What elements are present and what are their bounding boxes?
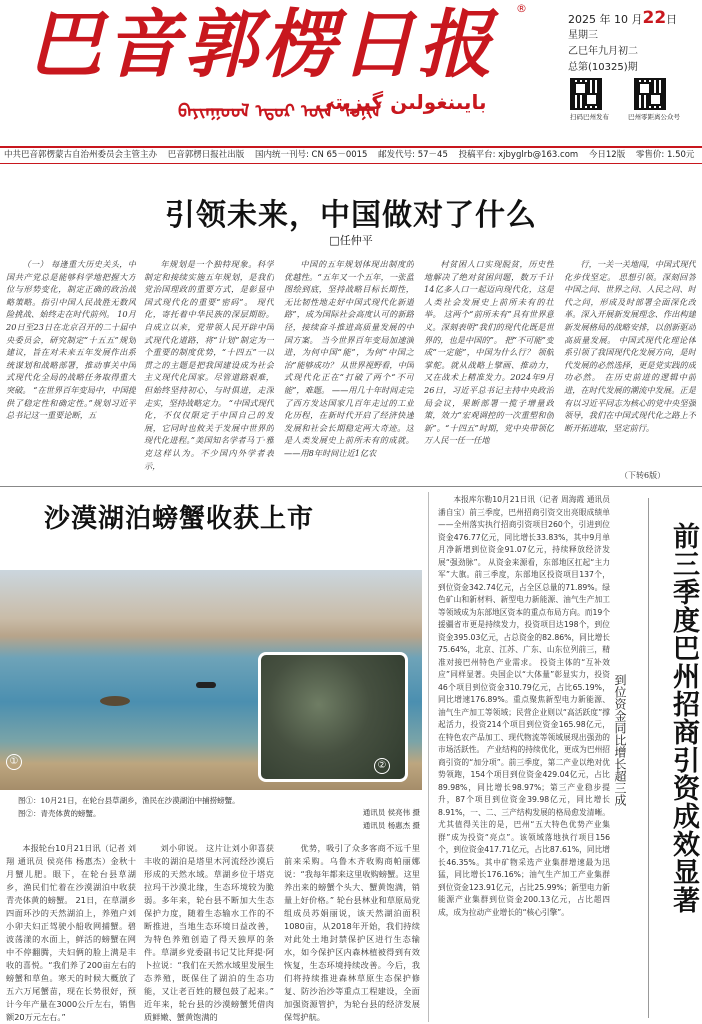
side-headline[interactable]: 前三季度巴州招商引资成效显著 (668, 522, 699, 914)
feature-paragraph: 本报轮台10月21日讯（记者 刘翔 通讯员 侯亮伟 杨惠杰）金秋十月蟹儿肥。眼下，在轮台县草湖乡，渔民们忙着在沙漠湖泊中收获青壳体黄的螃蟹。 21日，在草湖乡四面环沙的天然湖泊上，养殖户刘小卯夫妇正驾驶小船收网捕蟹。碧波荡漾的水面上，鲜活的螃蟹在网中不停翻腾，夫妇俩的脸上满是丰收的喜悦。“我们养了200亩左右的螃蟹和草鱼。寒天的时候大概放了五六万尾蟹苗，现在长势很好，预计今年产量在3000公斤左右，销售额20万元左右。” (6, 843, 136, 1022)
lead-paragraph: 年规划是一个独特现象。科学制定和接续实施五年规划，是我们党治国理政的重要方式，是彰显中国式现代化的重要“密码”。 现代化，寄托着中华民族的深层期盼。自成立以来，党带领人民开辟中国式现代化道路，将“计划”制定为一个重要的制度优势，“十四五”一以贯之的主题是把我国建设成为社会主义现代化国家。尽管道路艰难，但始终坚持初心，与时俱进，走深走实，坚持战略定力。 “中国式现代化，不仅仅限定于中国自己的发展，它同时也攸关于发展中世界的现代化进程。”美国知名学者马丁·雅克这样认为。不少国内外学者表示， (144, 259, 274, 471)
side-subheadline: 到位资金同比增长超三成 (613, 674, 627, 806)
qr-caption: 巴州零距离公众号 (628, 113, 680, 121)
feature-headline[interactable]: 沙漠湖泊螃蟹收获上市 (44, 504, 315, 534)
lead-column-3 (284, 258, 414, 480)
registered-mark: ® (516, 2, 527, 15)
lead-byline: □任仲平 (329, 234, 373, 247)
column-divider (428, 492, 429, 1022)
photo-number-2: ② (374, 758, 390, 774)
caption-1: 图①：10月21日，在轮台县草湖乡，渔民在沙漠湖泊中捕捞螃蟹。 (18, 796, 240, 805)
lunar-date: 乙巳年九月初二 (568, 46, 638, 57)
lead-paragraph: 中国的五年规划体现出制度的优越性。“五年又一个五年，一张蓝图绘到底，坚持战略目标长期性，无比韧性地走好中国式现代化新道路”，成为国际社会高度认可的新路径，接续奋斗推进高质量发展的中国方案。 当今世界百年变局加速演进，为何中国“能”，为何“中国之治”能够成功？ 从世界视野看，中国式现代化正在“打破了两个“不可能”，难题。 ——用几十年时间走完了西方发达国家几百年走过的工业化历程，在新时代开启了经济快速发展和社会长期稳定两大奇迹。这是人类发展史上前所未有的成就。 ——用8年时间让近1亿农 (284, 259, 414, 458)
price: 零售价: 1.50元 (635, 150, 695, 160)
cn-number: 国内统一刊号: CN 65－0015 (254, 150, 368, 160)
postal-code: 邮发代号: 57－45 (378, 150, 448, 160)
date-line (568, 10, 698, 28)
masthead-title: 巴音郭楞日报 (28, 2, 496, 88)
lead-column-5 (564, 258, 696, 470)
qr-code-icon[interactable] (570, 78, 602, 110)
masthead-uyghur: بايىنغولىن گېزىتى (315, 90, 487, 114)
feature-column-3 (284, 842, 420, 1022)
lead-column-1 (6, 258, 136, 480)
year-month: 2025 年 10 月 (568, 13, 643, 26)
feature-column-1 (6, 842, 136, 1022)
feature-paragraph: 刘小卯说。 这片让刘小卯喜获丰收的湖泊是塔里木河流经沙漠后形成的天然水域。草湖乡位于塔克拉玛干沙漠北缘，生态环境较为脆弱。多年来，轮台县不断加大生态保护力度，随着生态输水工作的不断推进，当地生态环境日益改善，为特色养殖创造了得天独厚的条件。草湖乡党委副书记艾比拜提·阿卜拉说：“我们在天然水域里发展生态养殖，既保住了湖泊的生态功能，又让老百姓的腰包鼓了起来。” 近年来，轮台县的沙漠螃蟹凭借肉质鲜嫩、蟹黄饱满的 (144, 843, 274, 1022)
email[interactable]: 投稿平台: xjbyglrb@163.com (458, 150, 579, 160)
date-day: 22 (642, 8, 667, 28)
info-bar (0, 146, 702, 164)
masthead-mongolian: ᠪᠠᠶᠢᠨᠭᠣᠤᠯ ᠡᠳᠦᠷ ᠦᠨ ᠰᠣᠨᠢᠨ (178, 101, 382, 122)
feature-paragraph: 优势，吸引了众多客商不远千里前来采购。乌鲁木齐收购商帕丽娜说：“我每年都来这里收购螃蟹。这里养出来的螃蟹个头大、蟹黄饱满，销量上好价格。” 轮台县林业和草原局党组成员苏娟丽说，该天然湖泊面积1080亩，从2018年开始，我们持续对此处土地封禁保护区进行生态输水，如今保护区内森林植被得到有效恢复，生态环境持续改善。今后，我们将持续推进森林草原生态保护修复、防沙治沙等重点工程建设，全面加强资源管护，为轮台县的经济发展保驾护航。 (284, 843, 420, 1022)
side-paragraph: 本报库尔勒10月21日讯（记者 周海霞 通讯员 潘自宝）前三季度，巴州招商引资交出亮眼成绩单——全州落实执行招商引资项目260个，引进到位资金476.77亿元，同比增长33.83%，其中9月单月净新增到位资金91.07亿元，持续释放经济发展“强劲脉”。 从资金来源看，东部地区扛起“主力军”大旗。前三季度，东部地区投资项目137个，到位资金342.74亿元，占全区总量的71.89%。绿色矿山和新材料、新型电力新能源、油气生产加工等领域成为东部地区资本的重点布局方向。而19个援疆省市更是持续发力，投资项目达198个，到位资金395.03亿元，占总资金的82.86%，同比增长75.64%，北京、江苏、广东、山东位列前三，精准对接巴州特色产业需求。 投资主体的“互补效应”同样显著。央国企以“大体量”彰显实力，投资46个项目到位资金310.79亿元，占比65.19%，同比增速176.89%。重点聚焦新型电力新能源、油气生产加工等领域；民营企业则以“高活跃度”撑起活力，投资214个项目到位资金165.98亿元，在特色农产品加工、现代物流等领域展现出强劲的市场活跃性。 产业结构的持续优化，更成为巴州招商引资的“加分项”。前三季度，第二产业以绝对优势领跑，154个项目到位资金429.04亿元，占比89.98%，同比增长98.97%；第三产业稳步提升，87个项目到位资金39.98亿元，同比增长8.91%，一、二、三产结构发展的格局愈发清晰。 尤其值得关注的是，巴州“五大特色优势产业集群”成为投资“亮点”。该领域落地执行项目156个，到位资金417.71亿元，占比87.61%，同比增长46.35%。其中矿物采选产业集群增速最为迅猛，同比增长176.16%；油气生产加工产业集群到位资金123.91亿元，占比25.99%；新型电力新能源产业集群到位资金200.13亿元，占比超四成，成为拉动产业增长的“核心引擎”。 (438, 495, 610, 917)
weekday: 星期三 (568, 30, 598, 41)
photo-number-1: ① (6, 754, 22, 770)
caption-2: 图②：青壳体黄的螃蟹。 (18, 809, 101, 818)
lead-paragraph: （一） 每逢重大历史关头，中国共产党总是能够科学地把握大方位与形势变化，制定正确的政治战略策略。指引中国人民战胜无数风险挑战、始终走在时代前列。 10月20日至23日在北京召开的二十届中央委员会，研究制定“十五五”规划建议，旨在对未来五年发展作出系统谋划和战略部署，推动事关中国式现代化全局的战略任务取得重大突破。 “在世界百年变局中，中国提供了稳定性和确定性。”规划习近平总书记这一重要论断，五 (6, 259, 136, 421)
lead-column-2 (144, 258, 274, 480)
lead-paragraph: 行，一关一关地闯，中国式现代化步伐坚定。 思想引领。深刻回答中国之问、世界之问、人民之问、时代之问，形成及时部署全面深化改革。深入开展新发展理念、作出构建新发展格局的战略安排，以创新驱动高质量发展。 中国式现代化理论体系引领了我国现代化发展方向，是时代发展的必然选择，更是党实践的成功必然。 在历史前进的逻辑中前进，在时代发展的潮流中发展。正是有以习近平同志为核心的党中央坚强领导，我们在中国式现代化之路上不断开拓进取，坚定前行。 (564, 259, 696, 433)
credit-2: 通讯员 杨惠杰 摄 (362, 821, 420, 830)
section-divider (0, 486, 702, 487)
lead-paragraph: 村贫困人口实现脱贫，历史性地解决了绝对贫困问题，数万千计14亿多人口一起迈向现代化，这是人类社会发展史上前所未有的壮举。 这两个“前所未有”具有世界意义。深刻表明“我们的现代化既是世界的，也是中国的”。 把“不可能”变成“一定能”，中国为什么行？ 领航掌舵。就从战略上擘画、推动力，又在战术上精准发力。2024年9月26日，习近平总书记主持中央政治局会议，果断部署一揽子增量政策，效力“宏观调控的一次重塑和创新”。“十四五”时期，党中央带领亿万人民一任一任地 (424, 259, 554, 446)
page-count: 今日12版 (588, 150, 626, 160)
date-box (568, 10, 698, 76)
feature-column-2 (144, 842, 274, 1022)
photo-island (100, 696, 130, 706)
photo-credits (300, 806, 420, 832)
sponsor: 中共巴音郭楞蒙古自治州委员会主管主办 (4, 150, 158, 160)
lead-headline[interactable]: 引领未来，中国做对了什么 (165, 198, 537, 233)
continued-note[interactable]: （下转6版） (620, 471, 666, 480)
side-article-body (438, 494, 610, 1022)
boat-icon (196, 682, 216, 688)
lead-column-4 (424, 258, 554, 480)
qr-caption: 扫码巴州发布 (570, 113, 609, 121)
qr-block-2[interactable] (628, 78, 680, 121)
day-suffix: 日 (666, 13, 678, 26)
publisher: 巴音郭楞日报社出版 (167, 150, 245, 160)
qr-block-1[interactable] (570, 78, 609, 121)
credit-1: 通讯员 侯亮伟 摄 (362, 808, 420, 817)
photo-captions (18, 794, 240, 820)
issue-number: 总第(10325)期 (568, 62, 638, 73)
qr-code-icon[interactable] (634, 78, 666, 110)
